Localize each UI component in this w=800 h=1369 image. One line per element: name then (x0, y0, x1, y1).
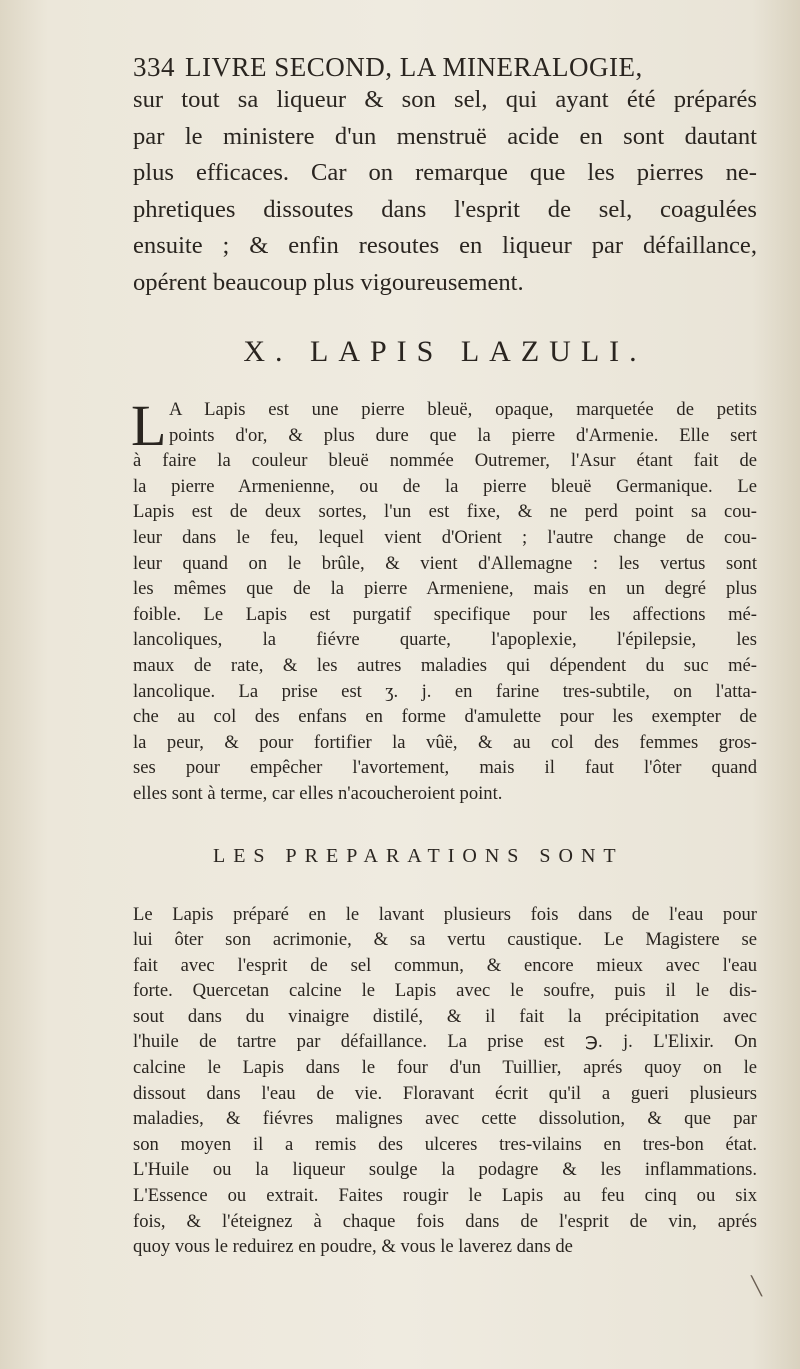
drop-cap: L (131, 393, 167, 458)
text-line: leur quand on le brûle, & vient d'Allemagne : les vertus sont (133, 552, 757, 574)
text-line: fois, & l'éteignez à chaque fois dans de l'esprit de vin, aprés (133, 1210, 757, 1232)
text-line: A Lapis est une pierre bleuë, opaque, marquetée de petits (169, 399, 757, 420)
text-line: foible. Le Lapis est purgatif specifique pour les affections mé- (133, 603, 757, 625)
page-mark: ╲ (751, 1276, 762, 1297)
text-line: phretiques dissoutes dans l'esprit de sel, coagulées (133, 195, 757, 223)
text-line: maladies, & fiévres malignes avec cette dissolution, & que par (133, 1108, 757, 1130)
preparations-section (133, 902, 757, 1260)
preparations-title: LES PREPARATIONS SONT (213, 844, 624, 867)
text-line: ses pour empêcher l'avortement, mais il faut l'ôter quand (133, 757, 757, 779)
text-line: lancolique. La prise est ʒ. j. en farine tres-subtile, on l'atta- (133, 680, 757, 702)
running-head (133, 52, 757, 82)
lapis-paragraph (131, 393, 757, 807)
text-line: sur tout sa liqueur & son sel, qui ayant été préparés (133, 86, 757, 113)
lapis-section (131, 393, 757, 807)
text-line: elles sont à terme, car elles n'acoucheroient point. (133, 782, 503, 804)
text-line: calcine le Lapis dans le four d'un Tuillier, aprés quoy on le (133, 1057, 757, 1079)
text-line: dissout dans l'eau de vie. Floravant écrit qu'il a gueri plusieurs (133, 1082, 757, 1104)
page-number: 334 (133, 52, 175, 82)
text-column (133, 52, 757, 1260)
text-line: points d'or, & plus dure que la pierre d'Armenie. Elle sert (169, 424, 757, 446)
text-line: fait avec l'esprit de sel commun, & encore mieux avec l'eau (133, 954, 757, 976)
text-line: par le ministere d'un menstruë acide en sont dautant (133, 122, 757, 150)
text-line: che au col des enfans en forme d'amulette pour les exempter de (133, 706, 757, 728)
text-line: quoy vous le reduirez en poudre, & vous le laverez dans de (133, 1236, 573, 1258)
text-line: lui ôter son acrimonie, & sa vertu caustique. Le Magistere se (133, 929, 757, 951)
section-title: X. LAPIS LAZULI. (243, 335, 647, 368)
text-line: maux de rate, & les autres maladies qui dépendent du suc mé- (133, 654, 757, 676)
text-line: L'Essence ou extrait. Faites rougir le Lapis au feu cinq ou six (133, 1185, 757, 1207)
text-line: Lapis est de deux sortes, l'un est fixe, & ne perd point sa cou- (133, 501, 757, 523)
intro-paragraph (133, 82, 757, 301)
text-line: sout dans du vinaigre distilé, & il fait la précipitation avec (133, 1005, 757, 1027)
text-line: forte. Quercetan calcine le Lapis avec le soufre, puis il le dis- (133, 980, 757, 1002)
preparations-paragraph (133, 902, 757, 1260)
text-line: la pierre Armenienne, ou de la pierre bleuë Germanique. Le (133, 475, 757, 497)
text-line: plus efficaces. Car on remarque que les pierres ne- (133, 159, 757, 186)
text-line: opérent beaucoup plus vigoureusement. (133, 268, 524, 296)
text-line: leur dans le feu, lequel vient d'Orient ; l'autre change de cou- (133, 526, 757, 548)
text-line: la peur, & pour fortifier la vûë, & au col des femmes gros- (133, 731, 757, 753)
text-line: lancoliques, la fiévre quarte, l'apoplexie, l'épilepsie, les (133, 629, 757, 651)
text-line: ensuite ; & enfin resoutes en liqueur par défaillance, (133, 232, 757, 259)
text-line: à faire la couleur bleuë nommée Outremer, l'Asur étant fait de (133, 450, 757, 472)
running-title: LIVRE SECOND, LA MINERALOGIE, (185, 52, 643, 82)
text-line: les mêmes que de la pierre Armeniene, mais en un degré plus (133, 578, 757, 600)
text-line: L'Huile ou la liqueur soulge la podagre & les inflammations. (133, 1159, 757, 1181)
text-line: l'huile de tartre par défaillance. La prise est ℈. j. L'Elixir. On (133, 1031, 757, 1053)
text-line: son moyen il a remis des ulceres tres-vilains en tres-bon état. (133, 1133, 757, 1155)
text-line: Le Lapis préparé en le lavant plusieurs fois dans de l'eau pour (133, 903, 757, 925)
